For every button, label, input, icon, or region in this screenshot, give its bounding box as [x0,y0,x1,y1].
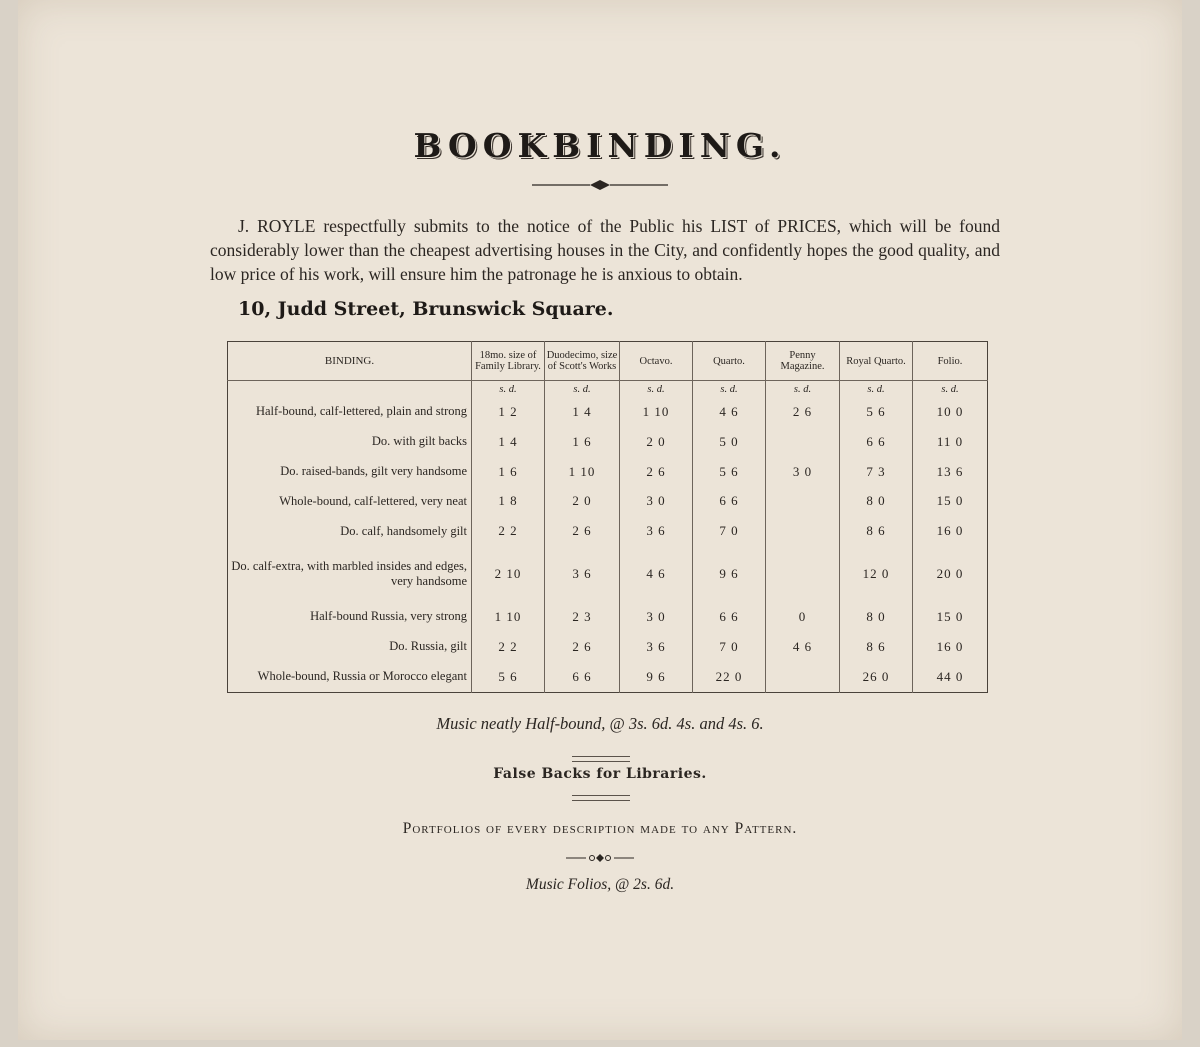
price-cell: 2 6 [545,632,620,662]
price-list-table [227,341,988,693]
price-cell: 6 6 [545,662,620,693]
price-cell: 3 6 [545,546,620,602]
table-row [228,457,988,487]
price-cell: 2 10 [472,546,545,602]
price-cell [766,546,840,602]
diamond-rule-ornament [532,178,668,192]
price-cell: 2 6 [545,516,620,546]
price-cell: 16 0 [913,516,988,546]
price-cell: 2 3 [545,602,620,632]
price-cell: 5 6 [472,662,545,693]
table-row [228,486,988,516]
price-cell: 5 0 [693,427,766,457]
units-row [228,381,988,398]
music-folios-note: Music Folios, @ 2s. 6d. [525,876,675,893]
price-cell: 1 10 [472,602,545,632]
intro-paragraph: J. ROYLE respectfully submits to the notice of the Public his LIST of PRICES, which will be found considerably lower than the cheapest advertising houses in the City, and confidently hopes the good quality, and low price of his work, will ensure him the patronage he is anxious to obtain. [210,216,1000,284]
price-cell: 15 0 [913,486,988,516]
price-cell: 8 0 [840,602,913,632]
price-cell: 3 6 [620,632,693,662]
price-cell: 8 6 [840,516,913,546]
page-title: BOOKBINDING. [413,126,787,165]
portfolios-text: Portfolios of every description made to any Pattern. [402,820,798,837]
table-row [228,546,988,602]
units-cell: s. d. [620,381,693,398]
units-cell: s. d. [472,381,545,398]
table-header-row [228,342,988,381]
price-cell: 3 0 [620,486,693,516]
price-cell: 6 6 [840,427,913,457]
binding-label: Whole-bound, calf-lettered, very neat [279,493,467,508]
binding-label: Do. Russia, gilt [389,639,467,654]
header-size-5: Penny Magazine. [766,342,840,381]
price-cell: 13 6 [913,457,988,487]
price-cell: 3 6 [620,516,693,546]
price-cell: 15 0 [913,602,988,632]
header-size-7: Folio. [913,342,988,381]
price-cell: 8 6 [840,632,913,662]
price-cell [766,662,840,693]
price-cell: 2 6 [620,457,693,487]
price-cell: 7 0 [693,516,766,546]
price-cell: 2 6 [766,397,840,427]
price-cell [766,516,840,546]
price-cell: 1 2 [472,397,545,427]
header-size-3: Octavo. [620,342,693,381]
binding-label: Whole-bound, Russia or Morocco elegant [257,669,467,684]
binding-label: Do. raised-bands, gilt very handsome [280,464,467,479]
header-size-2: Duodecimo, size of Scott's Works [545,342,620,381]
binding-label: Do. calf-extra, with marbled insides and edges, very handsome [231,559,467,589]
price-cell: 4 6 [766,632,840,662]
price-cell: 10 0 [913,397,988,427]
price-cell: 44 0 [913,662,988,693]
price-cell: 20 0 [913,546,988,602]
price-cell: 5 6 [840,397,913,427]
table-row [228,397,988,427]
price-cell: 1 10 [620,397,693,427]
false-backs-heading: False Backs for Libraries. [493,766,707,782]
table-row [228,662,988,693]
binding-label: Half-bound, calf-lettered, plain and strong [255,404,467,419]
units-cell: s. d. [545,381,620,398]
price-cell: 16 0 [913,632,988,662]
units-cell: s. d. [913,381,988,398]
price-cell: 2 2 [472,632,545,662]
price-cell: 1 10 [545,457,620,487]
header-size-4: Quarto. [693,342,766,381]
price-cell: 4 6 [620,546,693,602]
price-cell: 7 0 [693,632,766,662]
units-cell: s. d. [693,381,766,398]
price-cell: 1 6 [472,457,545,487]
small-ornament [566,853,634,863]
price-cell: 6 6 [693,486,766,516]
price-cell: 11 0 [913,427,988,457]
price-cell [766,486,840,516]
portfolios-line [0,820,1200,838]
header-binding: BINDING. [228,342,472,381]
price-cell: 3 0 [620,602,693,632]
binding-label: Half-bound Russia, very strong [310,609,467,624]
price-cell: 5 6 [693,457,766,487]
price-cell: 4 6 [693,397,766,427]
header-size-1: 18mo. size of Family Library. [472,342,545,381]
price-cell: 1 4 [545,397,620,427]
double-rule-top [572,756,630,762]
price-cell: 2 0 [620,427,693,457]
price-cell: 1 4 [472,427,545,457]
price-cell: 6 6 [693,602,766,632]
header-size-6: Royal Quarto. [840,342,913,381]
units-cell [228,381,472,398]
price-cell [766,427,840,457]
table-row [228,516,988,546]
price-cell: 8 0 [840,486,913,516]
music-half-bound-note: Music neatly Half-bound, @ 3s. 6d. 4s. and 4s. 6. [436,714,764,733]
price-cell: 22 0 [693,662,766,693]
price-cell: 2 0 [545,486,620,516]
price-cell: 9 6 [620,662,693,693]
price-cell: 9 6 [693,546,766,602]
table-row [228,427,988,457]
price-cell: 2 2 [472,516,545,546]
table-row [228,632,988,662]
price-cell: 26 0 [840,662,913,693]
units-cell: s. d. [766,381,840,398]
price-cell: 3 0 [766,457,840,487]
price-cell: 7 3 [840,457,913,487]
units-cell: s. d. [840,381,913,398]
price-cell: 12 0 [840,546,913,602]
price-cell: 1 6 [545,427,620,457]
binding-label: Do. with gilt backs [371,434,467,449]
price-cell: 0 [766,602,840,632]
price-cell: 1 8 [472,486,545,516]
binding-label: Do. calf, handsomely gilt [340,523,467,538]
double-rule-bottom [572,795,630,801]
address: 10, Judd Street, Brunswick Square. [238,298,614,320]
table-row [228,602,988,632]
